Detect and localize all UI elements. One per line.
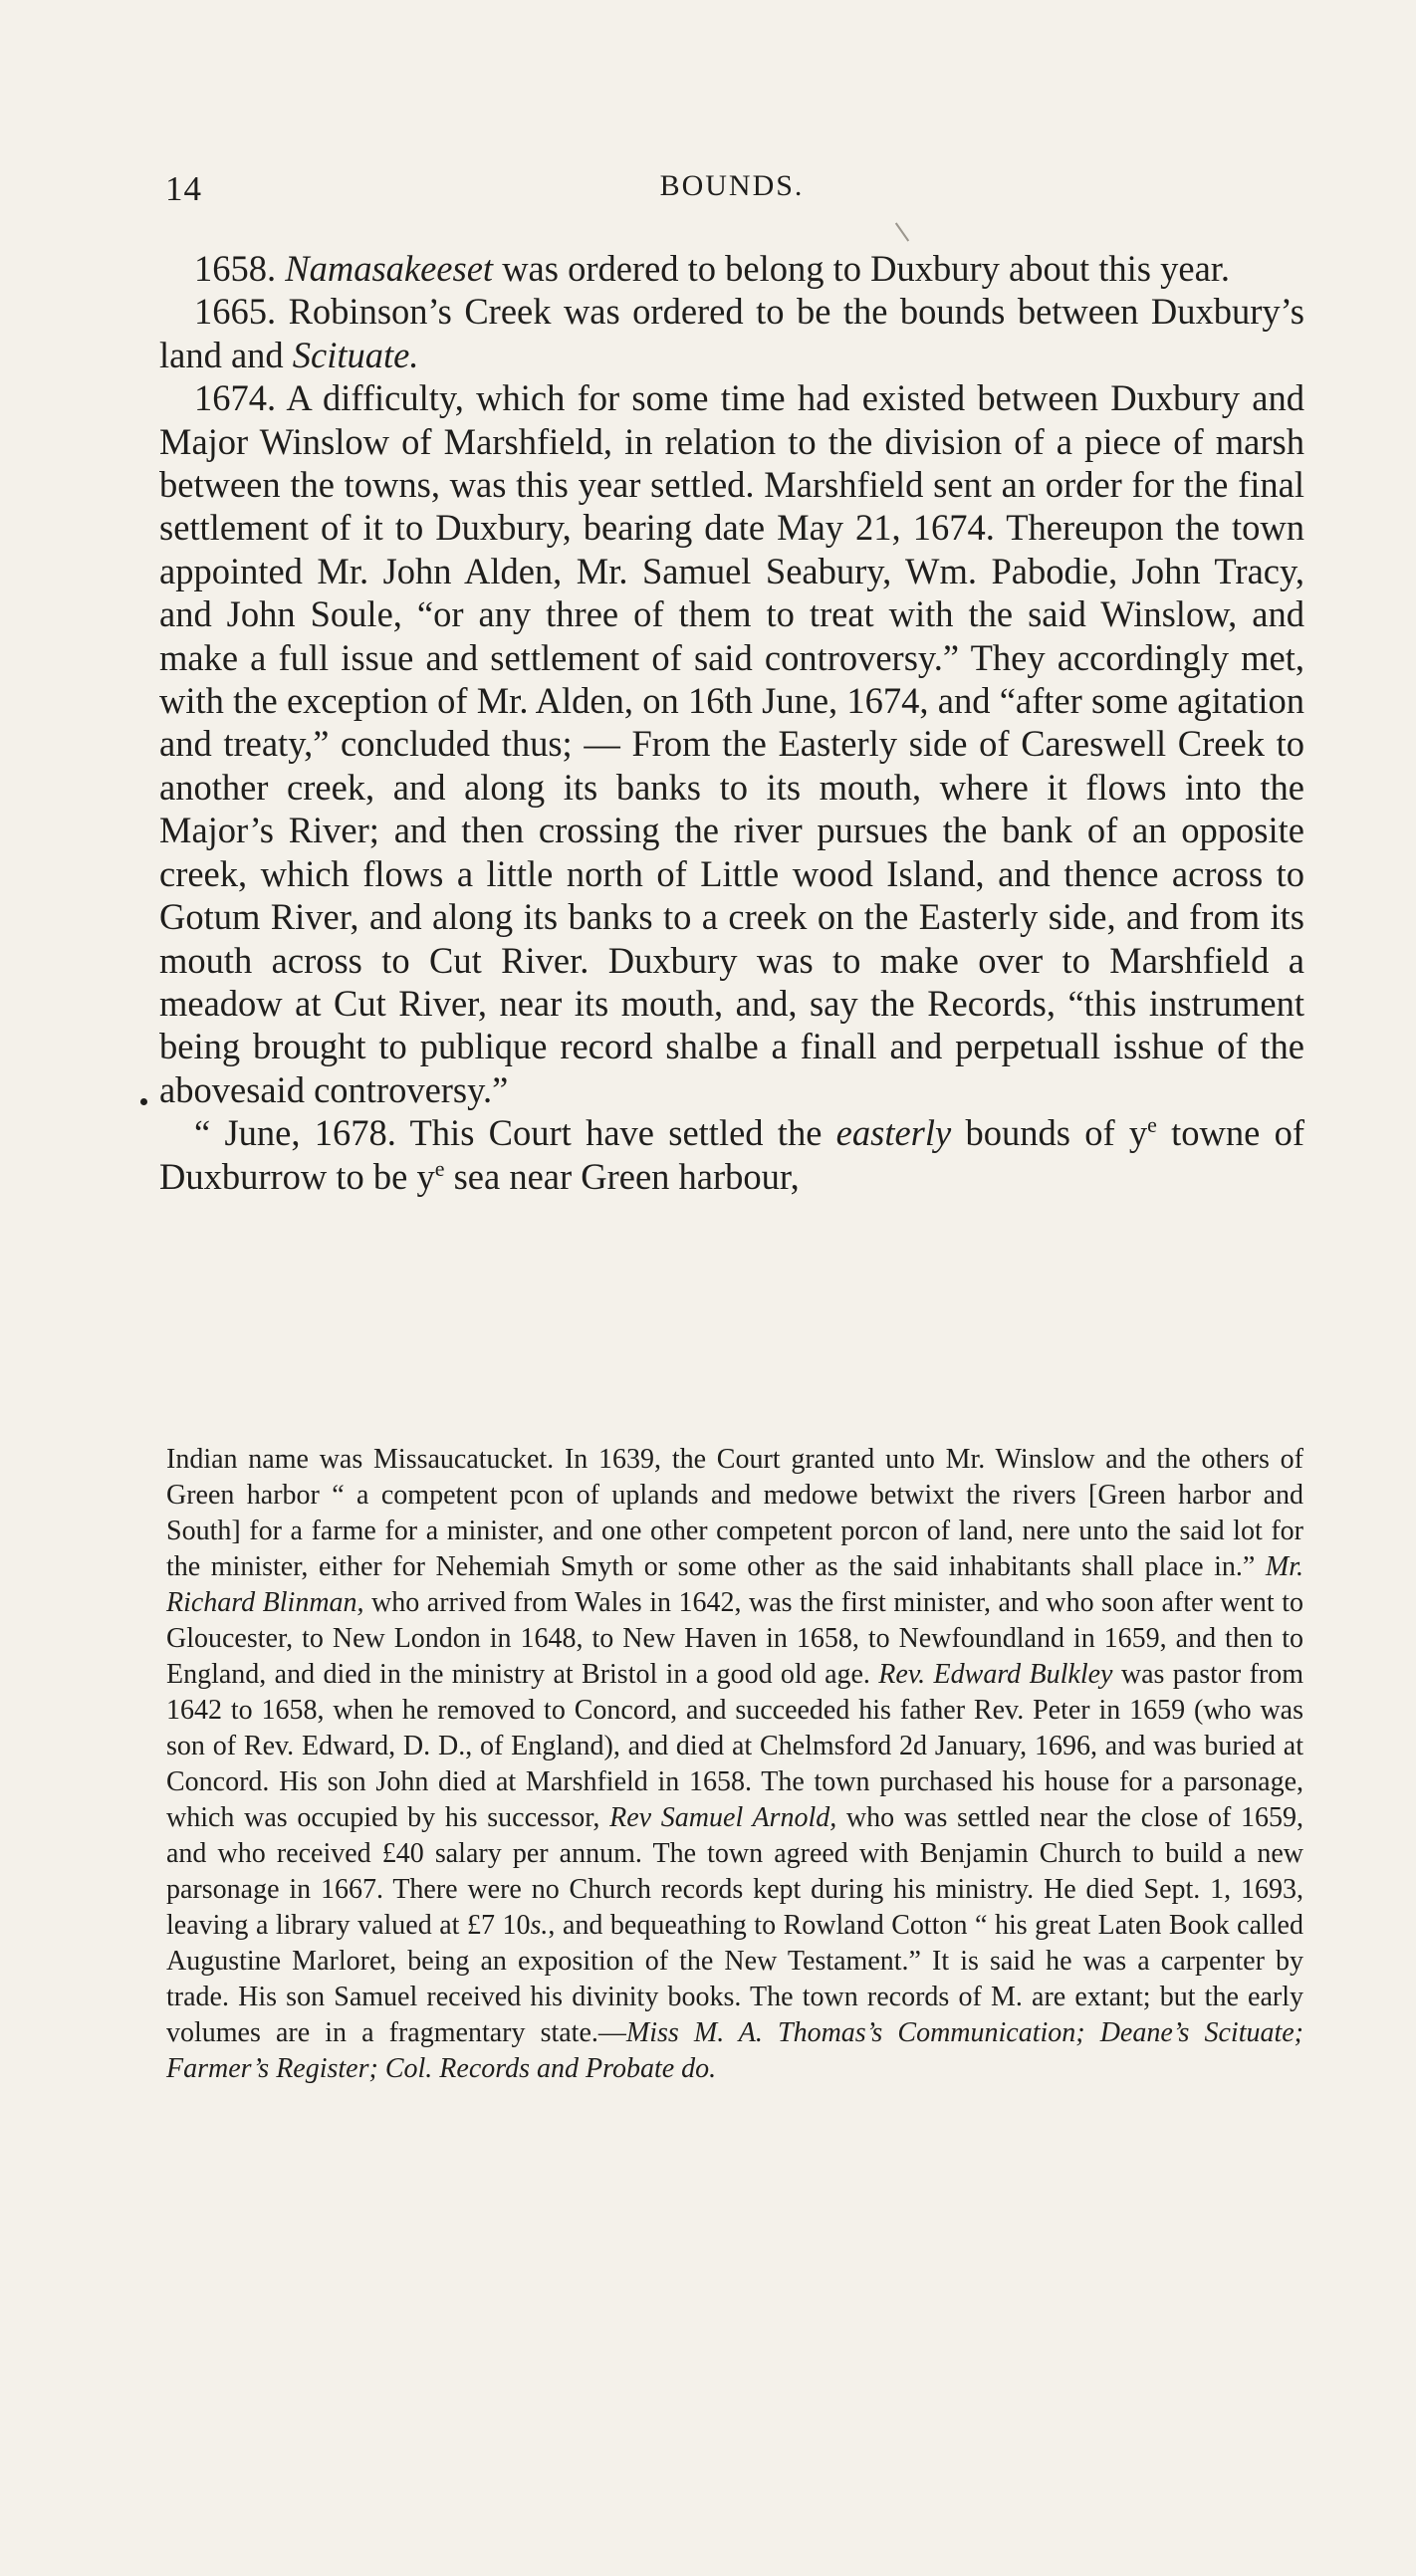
stray-print-mark [895, 222, 909, 241]
paragraph-1674: 1674. A difficulty, which for some time had existed between Duxbury and Major Winslow of Marshfield, in relation to the division of a piece of marsh between the towns, was this year settled. Marshfield sent an order for the final settlement of it to Duxbury, bearing date May 21, 1674. Thereupon the town appointed Mr. John Alden, Mr. Samuel Seabury, Wm. Pabodie, John Tracy, and John Soule, “or any three of them to treat with the said Winslow, and make a full issue and settlement of said controversy.” They accordingly met, with the exception of Mr. Alden, on 16th June, 1674, and “after some agitation and treaty,” concluded thus; — From the Easterly side of Careswell Creek to another creek, and along its banks to its mouth, where it flows into the Major’s River; and then crossing the river pursues the bank of an opposite creek, which flows a little north of Little wood Island, and thence across to Gotum River, and along its banks to a creek on the Easterly side, and from its mouth across to Cut River. Duxbury was to make over to Marshfield a meadow at Cut River, near its mouth, and, say the Records, “this instrument being brought to publique record shalbe a finall and perpetuall isshue of the abovesaid controversy.” [159, 377, 1304, 1110]
running-head: BOUNDS. [659, 169, 805, 202]
footnote-text: Indian name was Missaucatucket. In 1639, the Court granted unto Mr. Winslow and the others of Green harbor “ a competent pcon of uplands and medowe betwixt the rivers [Green harbor and South] for a farme for a minister, and one other competent porcon of land, nere unto the said lot for the minister, either for Nehemiah Smyth or some other as the said inhabitants shall place in.” Mr. Richard Blinman, who arrived from Wales in 1642, was the first minister, and who soon after went to Gloucester, to New London in 1648, to New Haven in 1658, to Newfoundland in 1659, and then to England, and died in the ministry at Bristol in a good old age. Rev. Edward Bulkley was pastor from 1642 to 1658, when he removed to Concord, and succeeded his father Rev. Peter in 1659 (who was son of Rev. Edward, D. D., of England), and died at Chelmsford 2d January, 1696, and was buried at Concord. His son John died at Marshfield in 1658. The town purchased his house for a parsonage, which was occupied by his successor, Rev Samuel Arnold, who was settled near the close of 1659, and who received £40 salary per annum. The town agreed with Benjamin Church to build a new parsonage in 1667. There were no Church records kept during his ministry. He died Sept. 1, 1693, leaving a library valued at £7 10s., and bequeathing to Rowland Cotton “ his great Laten Book called Augustine Marloret, being an exposition of the New Testament.” It is said he was a carpenter by trade. His son Samuel received his divinity books. The town records of M. are extant; but the early volumes are in a fragmentary state.—Miss M. A. Thomas’s Communication; Deane’s Scituate; Farmer’s Register; Col. Records and Probate do. [166, 1444, 1304, 2084]
paragraph-1678: “ June, 1678. This Court have settled the easterly bounds of $y^e$ towne of Duxburrow to be $y^e$ sea near Green harbour, [159, 1111, 1305, 1197]
footnote [166, 1442, 1303, 2087]
page-number: 14 [165, 169, 202, 208]
page-header [159, 169, 1304, 219]
paragraph-1665: 1665. Robinson’s Creek was ordered to be the bounds between Duxbury’s land and Scituate. [159, 291, 1304, 375]
paragraph-1658: 1658. Namasakeeset was ordered to belong to Duxbury about this year. [194, 248, 1231, 289]
main-text [159, 247, 1304, 1198]
margin-dot-mark [140, 1098, 147, 1105]
